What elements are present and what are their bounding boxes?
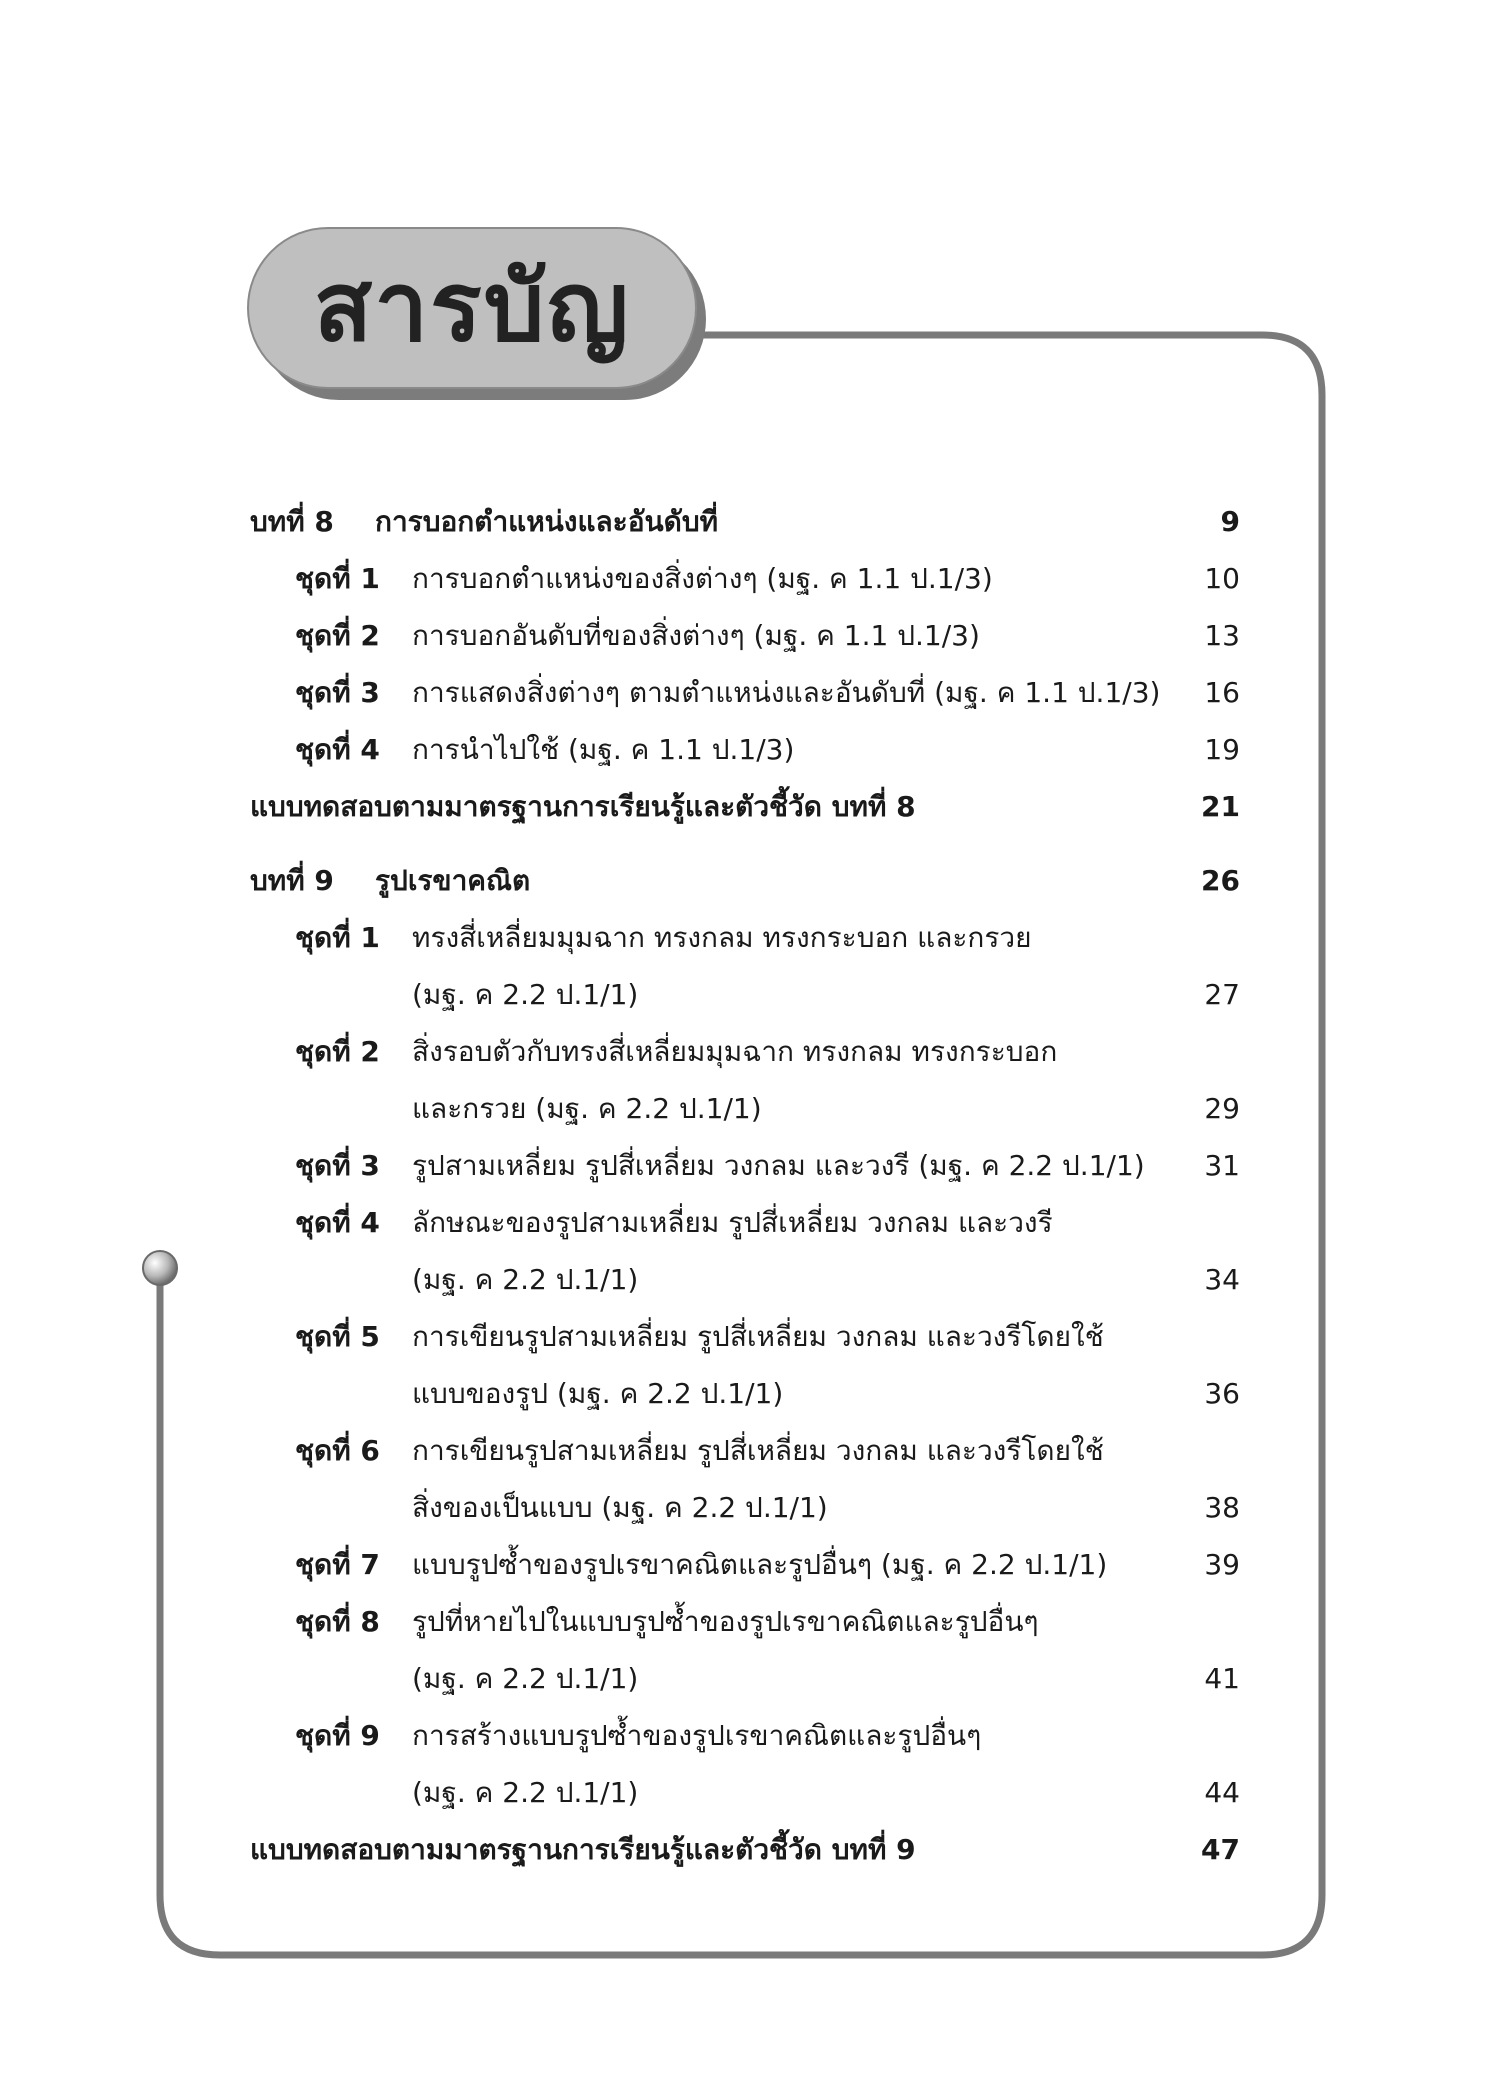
set-row[interactable] [0, 1540, 1504, 1590]
set-title-continued: สิ่งของเป็นแบบ (มฐ. ค 2.2 ป.1/1) [412, 1491, 828, 1524]
page-number: 47 [1201, 1833, 1240, 1866]
set-row-continued [0, 1255, 1504, 1305]
set-label: ชุดที่ 6 [295, 1434, 380, 1467]
set-title-continued: (มฐ. ค 2.2 ป.1/1) [412, 978, 639, 1011]
page-number: 19 [1204, 733, 1240, 766]
set-label: ชุดที่ 1 [295, 921, 380, 954]
page-number: 21 [1201, 790, 1240, 823]
set-title: รูปที่หายไปในแบบรูปซ้ำของรูปเรขาคณิตและรูปอื่นๆ [412, 1605, 1039, 1638]
set-row[interactable] [0, 1312, 1504, 1362]
set-row[interactable] [0, 1141, 1504, 1191]
chapter-label: บทที่ 9 [250, 864, 334, 897]
set-row[interactable] [0, 668, 1504, 718]
set-row[interactable] [0, 1426, 1504, 1476]
set-title-continued: และกรวย (มฐ. ค 2.2 ป.1/1) [412, 1092, 762, 1125]
set-label: ชุดที่ 2 [295, 1035, 380, 1068]
set-label: ชุดที่ 4 [295, 733, 380, 766]
page-number: 9 [1220, 505, 1240, 538]
set-row-continued [0, 970, 1504, 1020]
page-number: 34 [1204, 1263, 1240, 1296]
set-title: การนำไปใช้ (มฐ. ค 1.1 ป.1/3) [412, 733, 795, 766]
set-row[interactable] [0, 611, 1504, 661]
set-label: ชุดที่ 3 [295, 676, 380, 709]
page-title: สารบัญ [313, 251, 631, 363]
set-label: ชุดที่ 2 [295, 619, 380, 652]
set-title-continued: (มฐ. ค 2.2 ป.1/1) [412, 1263, 639, 1296]
chapter-title: การบอกตำแหน่งและอันดับที่ [375, 505, 719, 538]
set-row[interactable] [0, 1198, 1504, 1248]
page-number: 44 [1204, 1776, 1240, 1809]
set-row[interactable] [0, 1597, 1504, 1647]
test-row[interactable] [0, 782, 1504, 832]
set-row-continued [0, 1654, 1504, 1704]
set-label: ชุดที่ 7 [295, 1548, 380, 1581]
set-row-continued [0, 1084, 1504, 1134]
set-title: แบบรูปซ้ำของรูปเรขาคณิตและรูปอื่นๆ (มฐ. ค 2.2 ป.1/1) [412, 1548, 1108, 1581]
set-label: ชุดที่ 4 [295, 1206, 380, 1239]
chapter-8-row[interactable] [0, 497, 1504, 547]
set-title: การสร้างแบบรูปซ้ำของรูปเรขาคณิตและรูปอื่นๆ [412, 1719, 982, 1752]
set-row[interactable] [0, 554, 1504, 604]
page-number: 39 [1204, 1548, 1240, 1581]
set-row[interactable] [0, 913, 1504, 963]
test-title: แบบทดสอบตามมาตรฐานการเรียนรู้และตัวชี้วัด บทที่ 9 [250, 1833, 916, 1866]
set-title: การบอกตำแหน่งของสิ่งต่างๆ (มฐ. ค 1.1 ป.1/3) [412, 562, 993, 595]
set-label: ชุดที่ 9 [295, 1719, 380, 1752]
set-row-continued [0, 1768, 1504, 1818]
set-title: ลักษณะของรูปสามเหลี่ยม รูปสี่เหลี่ยม วงกลม และวงรี [412, 1206, 1053, 1239]
set-label: ชุดที่ 5 [295, 1320, 380, 1353]
set-label: ชุดที่ 3 [295, 1149, 380, 1182]
page-number: 31 [1204, 1149, 1240, 1182]
page-number: 27 [1204, 978, 1240, 1011]
set-row[interactable] [0, 725, 1504, 775]
chapter-9-row[interactable] [0, 856, 1504, 906]
page-number: 26 [1201, 864, 1240, 897]
set-title: การบอกอันดับที่ของสิ่งต่างๆ (มฐ. ค 1.1 ป.1/3) [412, 619, 980, 652]
set-title: การเขียนรูปสามเหลี่ยม รูปสี่เหลี่ยม วงกลม และวงรีโดยใช้ [412, 1434, 1104, 1467]
test-title: แบบทดสอบตามมาตรฐานการเรียนรู้และตัวชี้วัด บทที่ 8 [250, 790, 916, 823]
page-number: 16 [1204, 676, 1240, 709]
set-title: รูปสามเหลี่ยม รูปสี่เหลี่ยม วงกลม และวงรี (มฐ. ค 2.2 ป.1/1) [412, 1149, 1145, 1182]
set-row-continued [0, 1369, 1504, 1419]
set-row[interactable] [0, 1027, 1504, 1077]
set-title-continued: (มฐ. ค 2.2 ป.1/1) [412, 1776, 639, 1809]
set-title: สิ่งรอบตัวกับทรงสี่เหลี่ยมมุมฉาก ทรงกลม ทรงกระบอก [412, 1035, 1058, 1068]
set-label: ชุดที่ 8 [295, 1605, 380, 1638]
chapter-title: รูปเรขาคณิต [375, 864, 531, 897]
set-title: การเขียนรูปสามเหลี่ยม รูปสี่เหลี่ยม วงกลม และวงรีโดยใช้ [412, 1320, 1104, 1353]
chapter-label: บทที่ 8 [250, 505, 334, 538]
page-number: 41 [1204, 1662, 1240, 1695]
page-number: 36 [1204, 1377, 1240, 1410]
set-row-continued [0, 1483, 1504, 1533]
set-title: การแสดงสิ่งต่างๆ ตามตำแหน่งและอันดับที่ (มฐ. ค 1.1 ป.1/3) [412, 676, 1161, 709]
test-row[interactable] [0, 1825, 1504, 1875]
set-title-continued: แบบของรูป (มฐ. ค 2.2 ป.1/1) [412, 1377, 784, 1410]
set-title-continued: (มฐ. ค 2.2 ป.1/1) [412, 1662, 639, 1695]
page-number: 38 [1204, 1491, 1240, 1524]
page-number: 29 [1204, 1092, 1240, 1125]
page-number: 10 [1204, 562, 1240, 595]
set-row[interactable] [0, 1711, 1504, 1761]
set-label: ชุดที่ 1 [295, 562, 380, 595]
page-number: 13 [1204, 619, 1240, 652]
set-title: ทรงสี่เหลี่ยมมุมฉาก ทรงกลม ทรงกระบอก และกรวย [412, 921, 1032, 954]
